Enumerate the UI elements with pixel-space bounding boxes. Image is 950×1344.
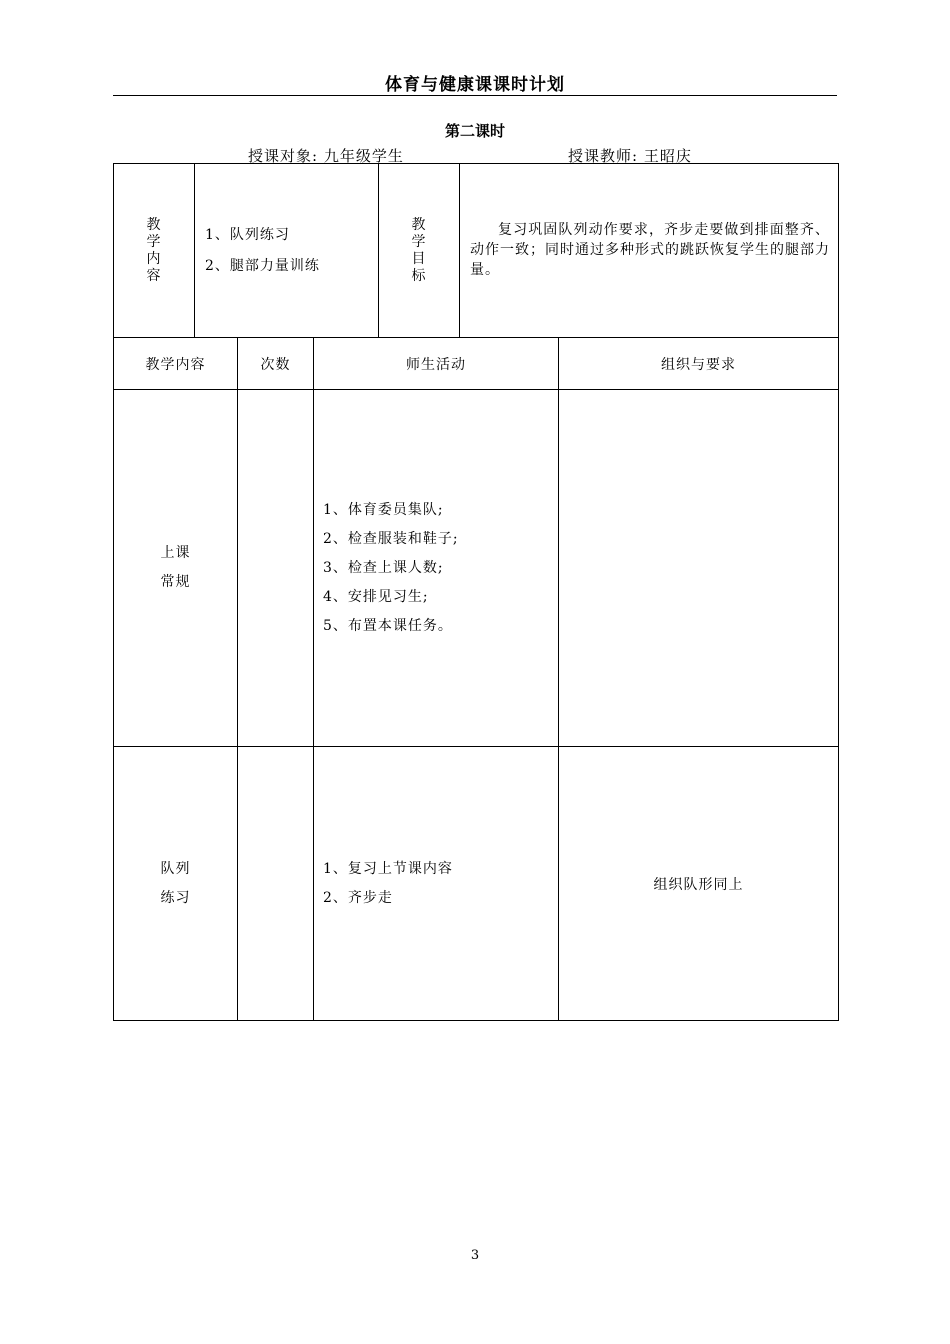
content-item: 2、腿部力量训练 <box>205 257 320 274</box>
row-content-line: 上课 <box>160 545 191 561</box>
activity-item: 2、检查服装和鞋子; <box>323 530 459 547</box>
content-label-char: 容 <box>146 267 162 284</box>
objective-text: 复习巩固队列动作要求，齐步走要做到排面整齐、动作一致；同时通过多种形式的跳跃恢复学生的腿部力量。 <box>460 164 839 338</box>
header-organization: 组织与要求 <box>559 338 839 390</box>
row-activities <box>314 390 559 747</box>
activity-item: 1、体育委员集队; <box>323 501 444 518</box>
header-content: 教学内容 <box>114 338 238 390</box>
content-item: 1、队列练习 <box>205 226 290 243</box>
objective-label-char: 学 <box>411 233 427 250</box>
table-header-row <box>114 338 839 390</box>
row-content-line: 练习 <box>160 889 191 906</box>
row-organization: 组织队形同上 <box>559 747 839 1021</box>
activity-item: 4、安排见习生; <box>323 588 429 605</box>
content-label-char: 学 <box>146 233 162 250</box>
activity-item: 5、布置本课任务。 <box>323 617 453 634</box>
audience-value: 九年级学生 <box>323 147 404 165</box>
overview-table <box>113 163 839 338</box>
row-activities <box>314 747 559 1021</box>
document-header-title: 体育与健康课课时计划 <box>385 75 565 95</box>
page-number: 3 <box>470 1248 480 1263</box>
activity-item: 2、齐步走 <box>323 889 393 906</box>
header-activities: 师生活动 <box>314 338 559 390</box>
audience-label: 授课对象: <box>248 147 319 165</box>
objective-label-char: 教 <box>411 216 427 233</box>
header-divider <box>113 95 837 96</box>
content-label-char: 教 <box>146 216 162 233</box>
row-content-line: 常规 <box>160 574 191 590</box>
row-content <box>114 747 238 1021</box>
row-content-line: 队列 <box>160 860 191 877</box>
objective-label-char: 标 <box>411 267 427 284</box>
row-count <box>238 747 314 1021</box>
content-items-cell <box>195 164 379 338</box>
teacher-label: 授课教师: <box>568 147 639 165</box>
activity-item: 3、检查上课人数; <box>323 559 444 576</box>
objective-label-char: 目 <box>411 250 427 267</box>
activity-item: 1、复习上节课内容 <box>323 860 453 877</box>
teacher-value: 王昭庆 <box>643 147 692 165</box>
table-row <box>114 390 839 747</box>
lesson-number: 第二课时 <box>444 122 505 140</box>
content-label-char: 内 <box>146 250 162 267</box>
objective-label-cell <box>379 164 460 338</box>
row-count <box>238 390 314 747</box>
table-row <box>114 747 839 1021</box>
row-content <box>114 390 238 747</box>
row-organization <box>559 390 839 747</box>
content-label-cell <box>114 164 195 338</box>
header-count: 次数 <box>238 338 314 390</box>
lesson-plan-table <box>113 337 839 1021</box>
